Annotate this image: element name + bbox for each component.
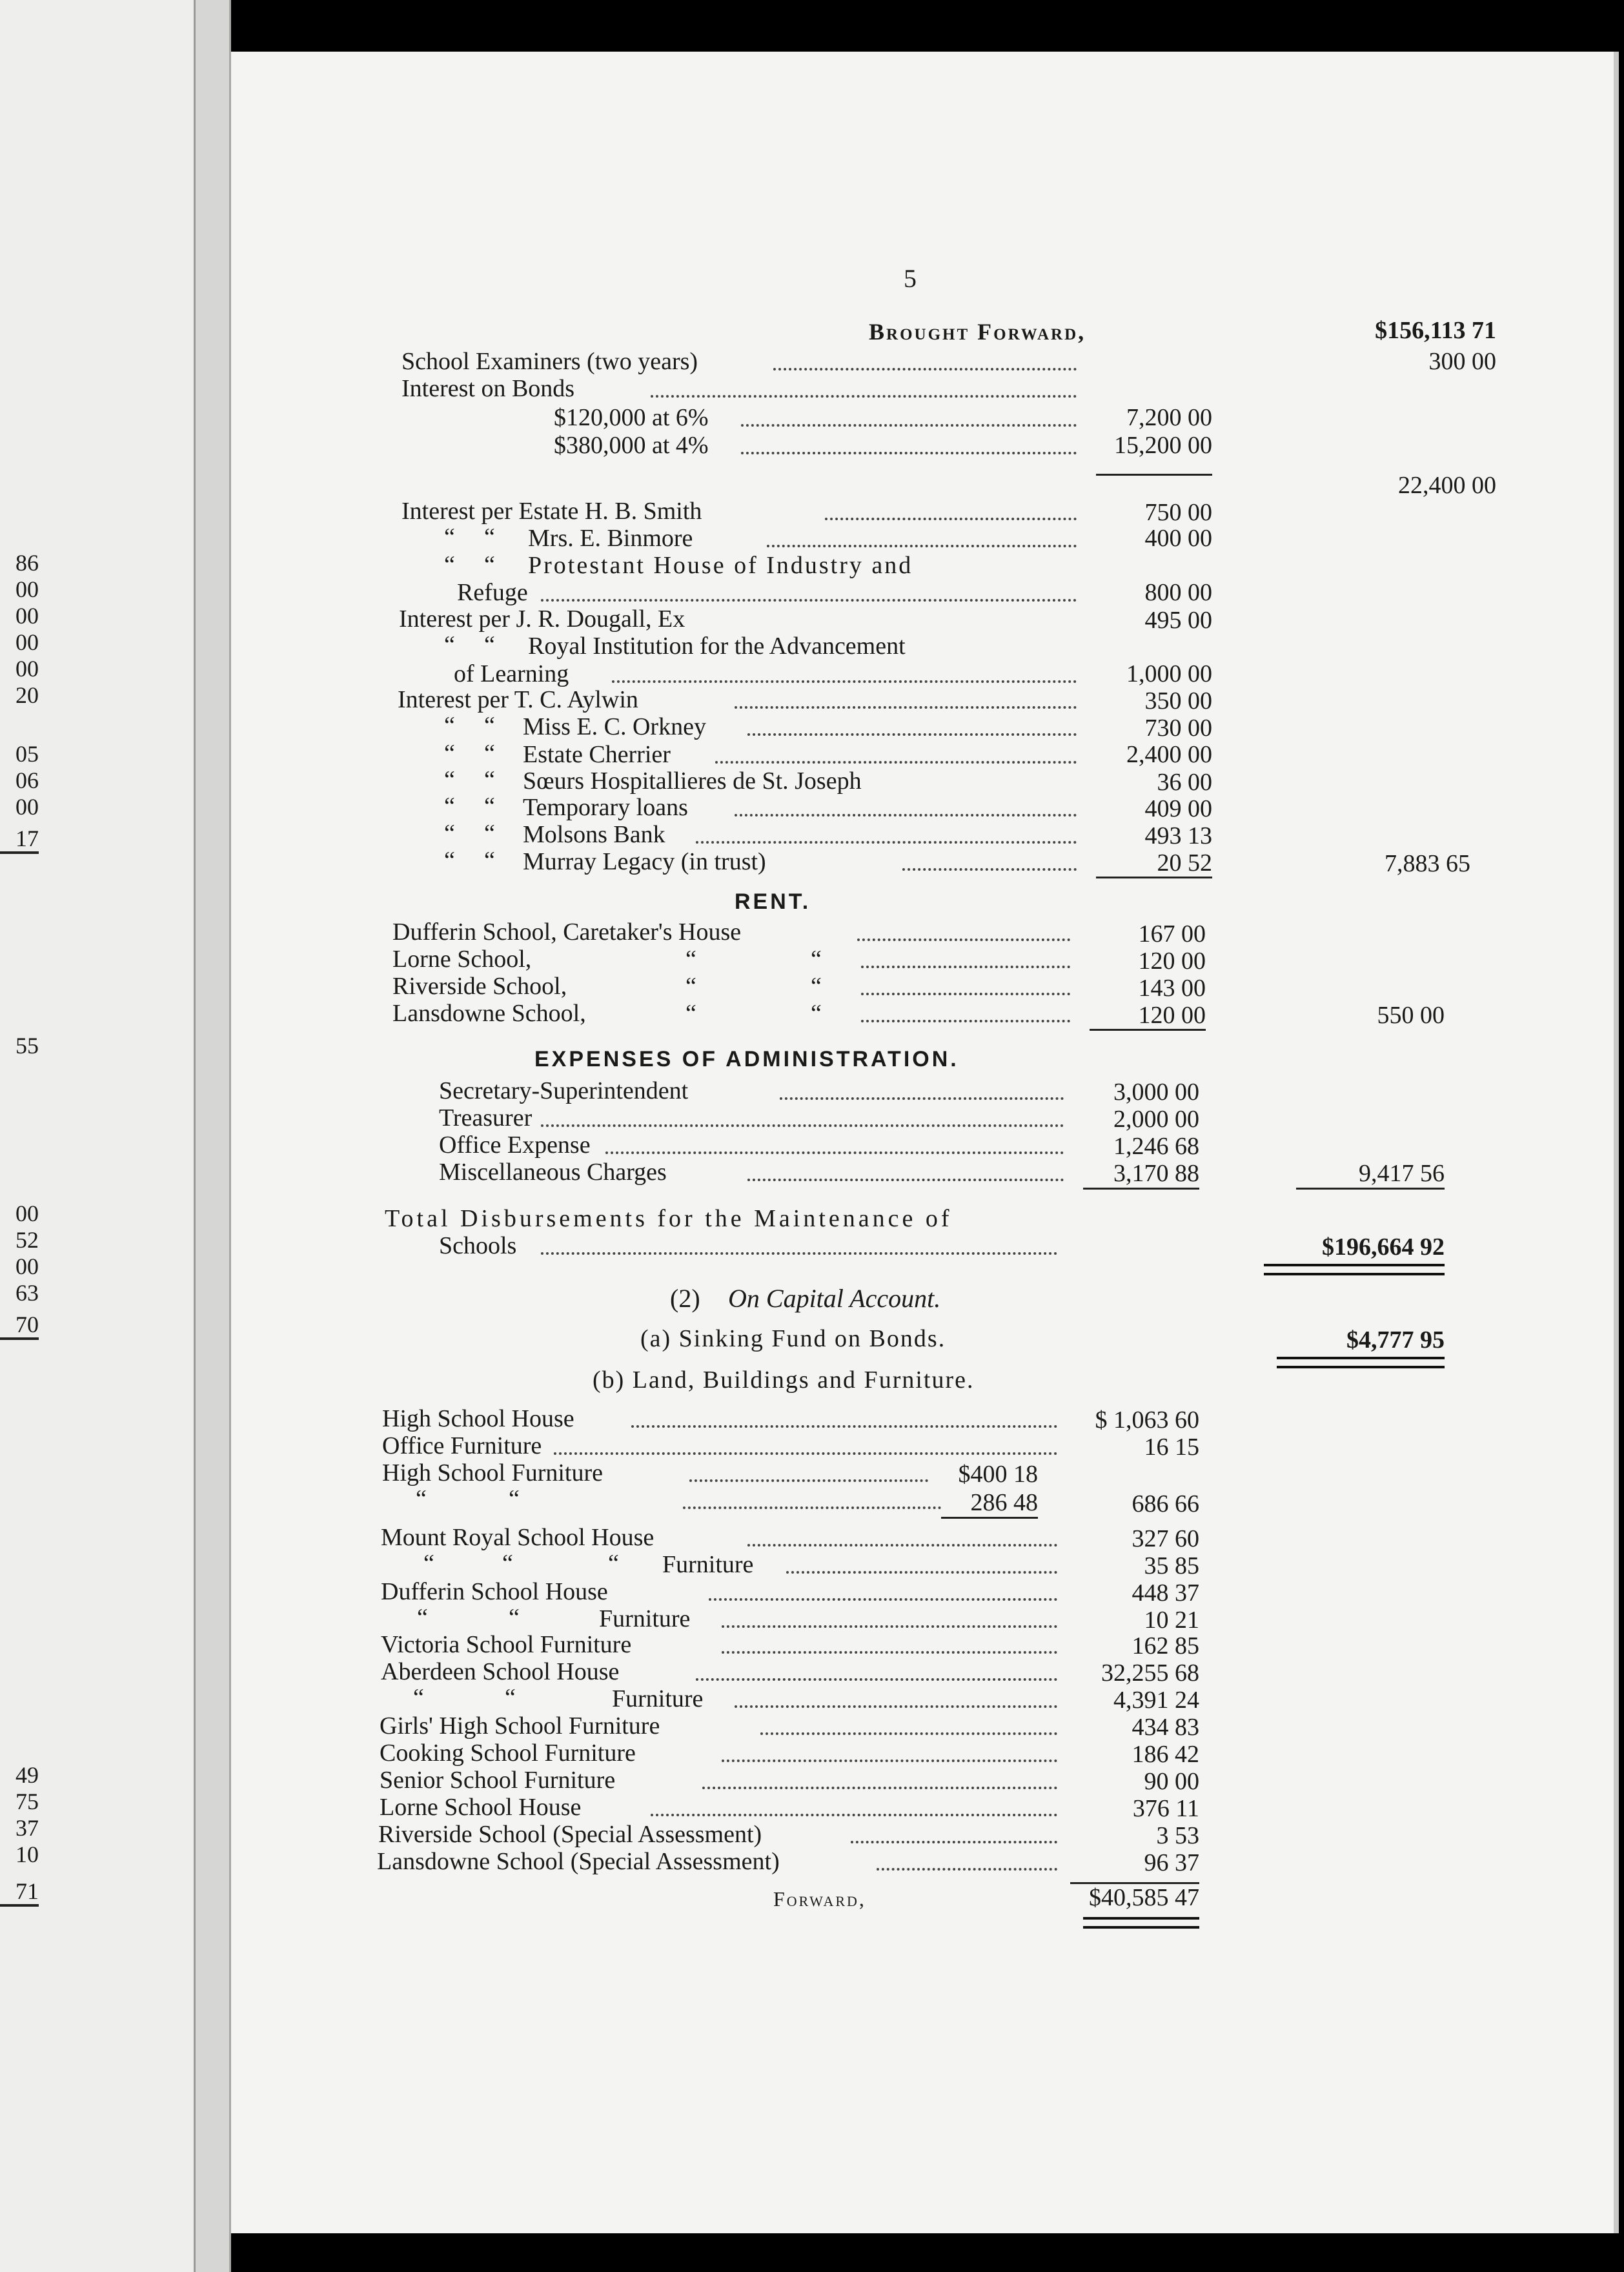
ditto-mark: “ [509,1604,520,1631]
leader-dots [741,424,1077,427]
row-label: Interest per J. R. Dougall, Ex [399,605,685,633]
item-amount: 3 53 [1156,1822,1199,1849]
row-label: Interest per Estate H. B. Smith [401,498,702,525]
leader-dots [735,814,1077,817]
item-label: Furniture [662,1551,754,1578]
leader-dots [780,1097,1064,1100]
ditto-mark: “ [484,766,495,793]
ditto-mark: “ [502,1550,513,1577]
item-label: Riverside School (Special Assessment) [378,1821,762,1848]
leader-dots [760,1732,1057,1735]
item-subamount: 286 48 [970,1489,1038,1516]
leader-dots [612,680,1077,683]
ditto-mark: “ [484,551,495,578]
ditto-mark: “ [484,820,495,847]
item-amount: 162 85 [1132,1632,1199,1659]
leader-dots [747,733,1077,736]
land-heading: (b) Land, Buildings and Furniture. [593,1366,975,1394]
left-fragment: 71 [0,1878,39,1907]
left-fragment: 63 [15,1280,39,1306]
row-total: 9,417 56 [1359,1160,1445,1187]
leader-dots [902,868,1077,871]
row-amount: 20 52 [1157,849,1212,877]
row-total: 300 00 [1428,348,1496,375]
ditto-mark: “ [811,1000,822,1027]
left-fragment: 37 [15,1815,39,1841]
ditto-mark: “ [413,1684,424,1711]
ditto-mark: “ [444,793,455,820]
ditto-mark: “ [417,1604,428,1631]
leader-dots [554,1452,1057,1455]
ditto-mark: “ [444,551,455,578]
left-fragment: 00 [15,1201,39,1226]
leader-dots [861,966,1070,968]
left-page [0,0,194,2272]
leader-dots [541,1124,1064,1127]
sum-rule [1083,1188,1199,1190]
ditto-mark: “ [444,740,455,767]
sum-rule [1096,474,1212,476]
leader-dots [709,1598,1057,1601]
brought-forward-amount: $156,113 71 [1375,317,1496,344]
item-amount: 35 85 [1144,1552,1199,1579]
row-label: Miscellaneous Charges [439,1159,667,1186]
left-fragment: 00 [15,794,39,820]
row-amount: 2,400 00 [1126,741,1212,768]
row-label: Sœurs Hospitallieres de St. Joseph [523,767,862,795]
item-amount: 4,391 24 [1113,1687,1199,1714]
sum-rule [1070,1882,1199,1884]
leader-dots [735,706,1077,709]
page-number: 5 [904,264,917,293]
row-amount: 1,246 68 [1113,1133,1199,1160]
row-label: Office Expense [439,1131,591,1159]
left-fragment: 55 [15,1033,39,1059]
leader-dots [722,1651,1057,1654]
sum-rule [1096,877,1212,878]
left-fragment: 00 [15,576,39,602]
leader-dots [767,545,1077,547]
leader-dots [605,1151,1064,1154]
left-fragment: 00 [15,656,39,682]
book-gutter [194,0,231,2272]
row-amount: 120 00 [1138,1002,1206,1029]
row-label: Miss E. C. Orkney [523,713,706,740]
double-rule [1264,1264,1445,1275]
left-fragment: 06 [15,767,39,793]
row-label: $380,000 at 4% [554,432,709,459]
ditto-mark: “ [484,740,495,767]
leader-dots [715,761,1077,764]
row-label: $120,000 at 6% [554,404,709,431]
leader-dots [541,599,1077,602]
total-line1: Total Disbursements for the Maintenance of [385,1205,953,1232]
leader-dots [825,518,1077,520]
item-label: Furniture [599,1605,691,1632]
row-label: Treasurer [439,1104,533,1131]
left-fragment: 86 [15,550,39,576]
left-fragment: 17 [0,826,39,854]
left-fragment: 00 [15,629,39,655]
leader-dots [631,1425,1057,1428]
item-amount: 96 37 [1144,1849,1199,1876]
leader-dots [541,1252,1057,1255]
leader-dots [722,1760,1057,1762]
item-amount: 376 11 [1132,1795,1199,1822]
row-amount: 350 00 [1144,687,1212,715]
item-label: Cooking School Furniture [380,1740,636,1767]
leader-dots [877,1868,1057,1871]
item-label: Lansdowne School (Special Assessment) [377,1848,780,1875]
row-amount: 493 13 [1144,822,1212,849]
left-fragment: 00 [15,1253,39,1279]
leader-dots [651,1814,1057,1816]
row-amount: 15,200 00 [1114,432,1212,459]
row-amount: 730 00 [1144,715,1212,742]
item-label: High School House [382,1405,574,1432]
item-label: Office Furniture [382,1432,542,1459]
row-label: Royal Institution for the Advancement [528,633,906,660]
ditto-mark: “ [685,1000,696,1027]
item-amount: 32,255 68 [1101,1659,1199,1687]
sum-rule [941,1517,1038,1519]
item-label: High School Furniture [382,1459,603,1486]
row-amount: 1,000 00 [1126,660,1212,687]
row-amount: 750 00 [1144,499,1212,526]
forward-amount: $40,585 47 [1089,1884,1199,1911]
ditto-mark: “ [685,946,696,973]
row-amount: 3,000 00 [1113,1079,1199,1106]
leader-dots [722,1625,1057,1628]
ditto-mark: “ [444,820,455,847]
sinking-fund-label: (a) Sinking Fund on Bonds. [640,1325,946,1352]
row-amount: 7,200 00 [1126,404,1212,431]
left-fragment: 75 [15,1789,39,1814]
item-amount: 10 21 [1144,1607,1199,1634]
leader-dots [773,368,1077,370]
double-rule [1277,1357,1445,1368]
left-fragment: 20 [15,682,39,708]
row-label: Mrs. E. Binmore [528,525,693,552]
row-label: Secretary-Superintendent [439,1077,689,1104]
item-label: Victoria School Furniture [381,1631,632,1658]
row-amount: 2,000 00 [1113,1106,1199,1133]
leader-dots [747,1179,1064,1181]
leader-dots [702,1787,1057,1789]
row-label: Dufferin School, Caretaker's House [392,918,742,946]
leader-dots [689,1479,928,1482]
sinking-fund-amount: $4,777 95 [1346,1326,1445,1354]
row-amount: 400 00 [1144,525,1212,552]
ditto-mark: “ [811,946,822,973]
ditto-mark: “ [444,523,455,551]
sum-rule [1296,1188,1445,1190]
left-fragment: 00 [15,603,39,629]
admin-heading: EXPENSES OF ADMINISTRATION. [534,1047,959,1071]
row-label: Riverside School, [392,973,567,1000]
ditto-mark: “ [444,766,455,793]
row-amount: 143 00 [1138,975,1206,1002]
item-label: Senior School Furniture [380,1767,616,1794]
leader-dots [747,1544,1057,1547]
row-label: Murray Legacy (in trust) [523,848,766,875]
ditto-mark: “ [423,1550,434,1577]
forward-label: Forward, [773,1887,866,1911]
row-label: Protestant House of Industry and [528,552,913,579]
row-amount: 120 00 [1138,948,1206,975]
double-rule [1083,1917,1199,1929]
item-amount: 90 00 [1144,1768,1199,1795]
item-label: Lorne School House [380,1794,582,1821]
ditto-mark: “ [484,793,495,820]
row-total: 22,400 00 [1398,472,1496,499]
sum-rule [1090,1029,1206,1031]
ditto-mark: “ [484,712,495,739]
leader-dots [851,1841,1057,1843]
row-label: Molsons Bank [523,821,665,848]
row-amount: 495 00 [1144,607,1212,634]
item-amount: 686 66 [1132,1490,1199,1517]
ditto-mark: “ [505,1684,516,1711]
capital-heading: On Capital Account. [728,1284,941,1313]
row-label: Lansdowne School, [392,1000,586,1027]
ditto-mark: “ [444,712,455,739]
item-label: Furniture [612,1685,704,1712]
left-fragment: 10 [15,1841,39,1867]
leader-dots [696,1678,1057,1681]
item-amount: 186 42 [1132,1741,1199,1768]
ditto-mark: “ [416,1485,427,1512]
item-label: Mount Royal School House [381,1524,655,1551]
left-fragment: 52 [15,1227,39,1253]
row-amount: 3,170 88 [1113,1160,1199,1187]
row-total: 550 00 [1377,1002,1445,1029]
leader-dots [861,993,1070,995]
item-label: Dufferin School House [381,1578,608,1605]
total-line2: Schools [439,1232,517,1259]
leader-dots [651,395,1077,398]
item-label: Aberdeen School House [381,1658,620,1685]
row-label: Temporary loans [523,794,688,821]
rent-heading: RENT. [735,889,811,914]
row-label: Lorne School, [392,946,532,973]
row-label: Refuge [457,579,528,606]
row-amount: 409 00 [1144,795,1212,822]
ditto-mark: “ [484,631,495,658]
left-fragment: 70 [0,1312,39,1340]
ditto-mark: “ [444,847,455,874]
leader-dots [857,938,1070,941]
total-disbursements-amount: $196,664 92 [1322,1233,1445,1261]
row-amount: 36 00 [1157,769,1212,796]
item-subamount: $400 18 [958,1461,1038,1488]
leader-dots [683,1506,941,1509]
row-amount: 800 00 [1144,579,1212,606]
item-amount: $ 1,063 60 [1095,1406,1199,1434]
item-amount: 434 83 [1132,1714,1199,1741]
item-amount: 16 15 [1144,1434,1199,1461]
ditto-mark: “ [444,631,455,658]
leader-dots [696,841,1077,844]
left-fragment: 05 [15,741,39,767]
row-label: Interest on Bonds [401,375,575,402]
row-amount: 167 00 [1138,920,1206,948]
item-label: Girls' High School Furniture [380,1712,660,1740]
right-page [231,52,1619,2233]
leader-dots [741,452,1077,454]
item-amount: 448 37 [1132,1579,1199,1607]
row-label: School Examiners (two years) [401,348,698,375]
brought-forward-label: Brought Forward, [869,319,1086,345]
leader-dots [786,1571,1057,1574]
capital-number: (2) [670,1284,700,1313]
row-label: Estate Cherrier [523,741,671,768]
leader-dots [735,1705,1057,1708]
left-fragment: 49 [15,1762,39,1788]
item-amount: 327 60 [1132,1525,1199,1552]
ditto-mark: “ [509,1485,520,1512]
ditto-mark: “ [685,973,696,1000]
ditto-mark: “ [484,523,495,551]
leader-dots [861,1020,1070,1022]
row-label: of Learning [454,660,569,687]
row-total: 7,883 65 [1385,850,1470,877]
ditto-mark: “ [811,973,822,1000]
ditto-mark: “ [608,1550,619,1577]
ditto-mark: “ [484,847,495,874]
row-label: Interest per T. C. Aylwin [398,686,638,713]
